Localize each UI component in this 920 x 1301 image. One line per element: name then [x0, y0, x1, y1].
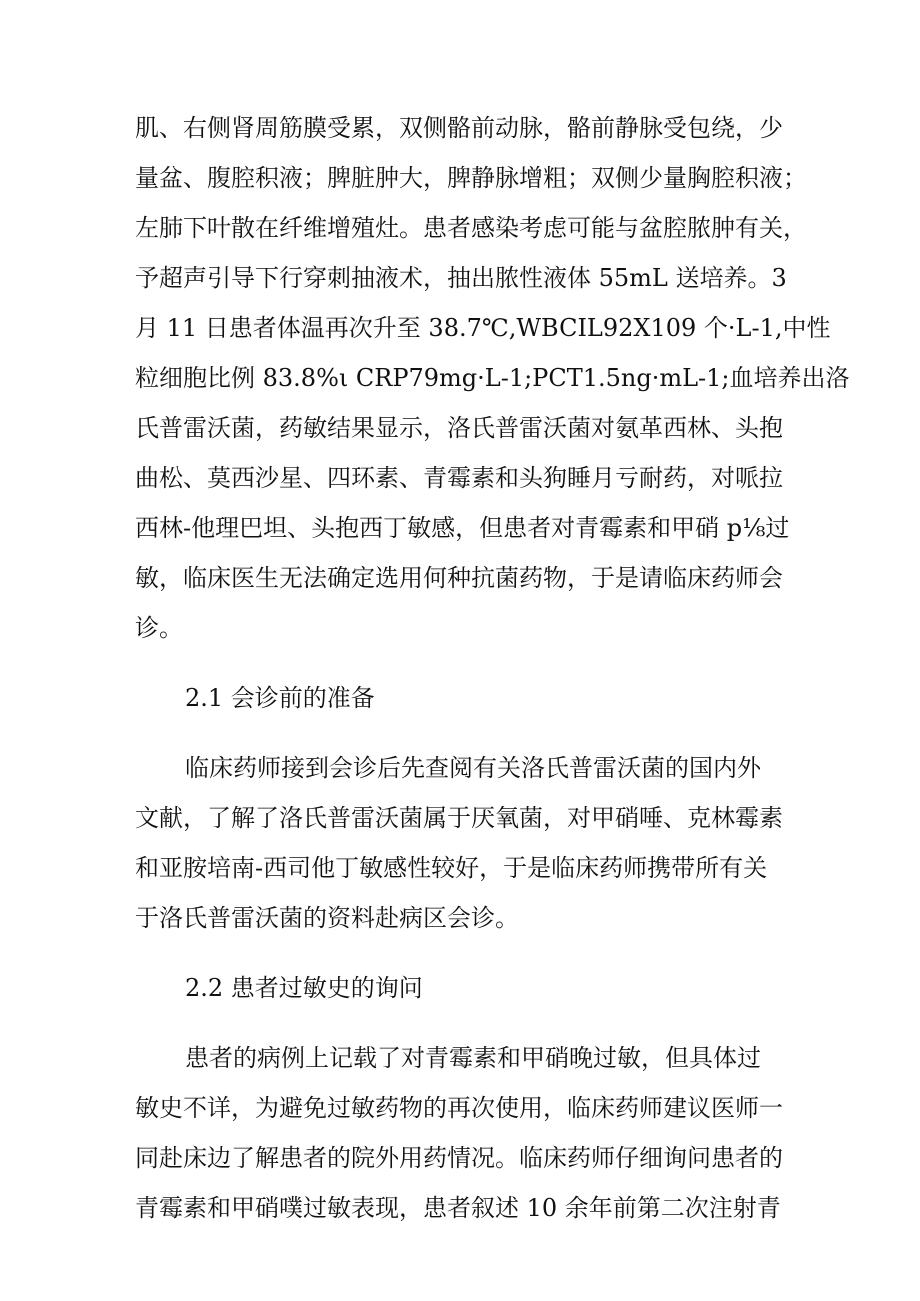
body-text-line: 和亚胺培南-西司他丁敏感性较好，于是临床药师携带所有关 — [135, 854, 768, 882]
body-text-line: 敏，临床医生无法确定选用何种抗菌药物，于是请临床药师会 — [135, 564, 783, 592]
body-text-line: 患者的病例上记载了对青霉素和甲硝晚过敏，但具体过 — [185, 1044, 761, 1072]
body-text-line: 氏普雷沃菌，药敏结果显示，洛氏普雷沃菌对氨革西林、头抱 — [135, 414, 783, 442]
body-text-line: 肌、右侧肾周筋膜受累，双侧骼前动脉，骼前静脉受包绕，少 — [135, 114, 783, 142]
body-text-line: 临床药师接到会诊后先查阅有关洛氏普雷沃菌的国内外 — [185, 754, 761, 782]
body-text-line: 西林-他理巴坦、头抱西丁敏感，但患者对青霉素和甲硝 p⅛过 — [135, 514, 790, 542]
section-heading-2-2: 2.2 患者过敏史的询问 — [185, 974, 423, 1002]
body-text-line: 粒细胞比例 83.8%ι CRP79mg·L-1;PCT1.5ng·mL-1;血培养出洛 — [135, 364, 850, 392]
body-text-line: 敏史不详，为避免过敏药物的再次使用，临床药师建议医师一 — [135, 1094, 783, 1122]
body-text-line: 青霉素和甲硝噗过敏表现，患者叙述 10 余年前第二次注射青 — [135, 1194, 781, 1222]
body-text-line: 予超声引导下行穿刺抽液术，抽出脓性液体 55mL 送培养。3 — [135, 264, 787, 292]
body-text-line: 曲松、莫西沙星、四环素、青霉素和头狗睡月亏耐药，对哌拉 — [135, 464, 783, 492]
section-heading-2-1: 2.1 会诊前的准备 — [185, 684, 375, 712]
body-text-line: 诊。 — [135, 614, 183, 642]
body-text-line: 文献，了解了洛氏普雷沃菌属于厌氧菌，对甲硝唾、克林霉素 — [135, 804, 783, 832]
body-text-line: 同赴床边了解患者的院外用药情况。临床药师仔细询问患者的 — [135, 1144, 783, 1172]
body-text-line: 月 11 日患者体温再次升至 38.7℃,WBCIL92X109 个·L-1,中性 — [135, 314, 831, 342]
body-text-line: 量盆、腹腔积液；脾脏肿大，脾静脉增粗；双侧少量胸腔积液； — [135, 164, 807, 192]
body-text-line: 于洛氏普雷沃菌的资料赴病区会诊。 — [135, 904, 519, 932]
body-text-line: 左肺下叶散在纤维增殖灶。患者感染考虑可能与盆腔脓肿有关， — [135, 214, 807, 242]
